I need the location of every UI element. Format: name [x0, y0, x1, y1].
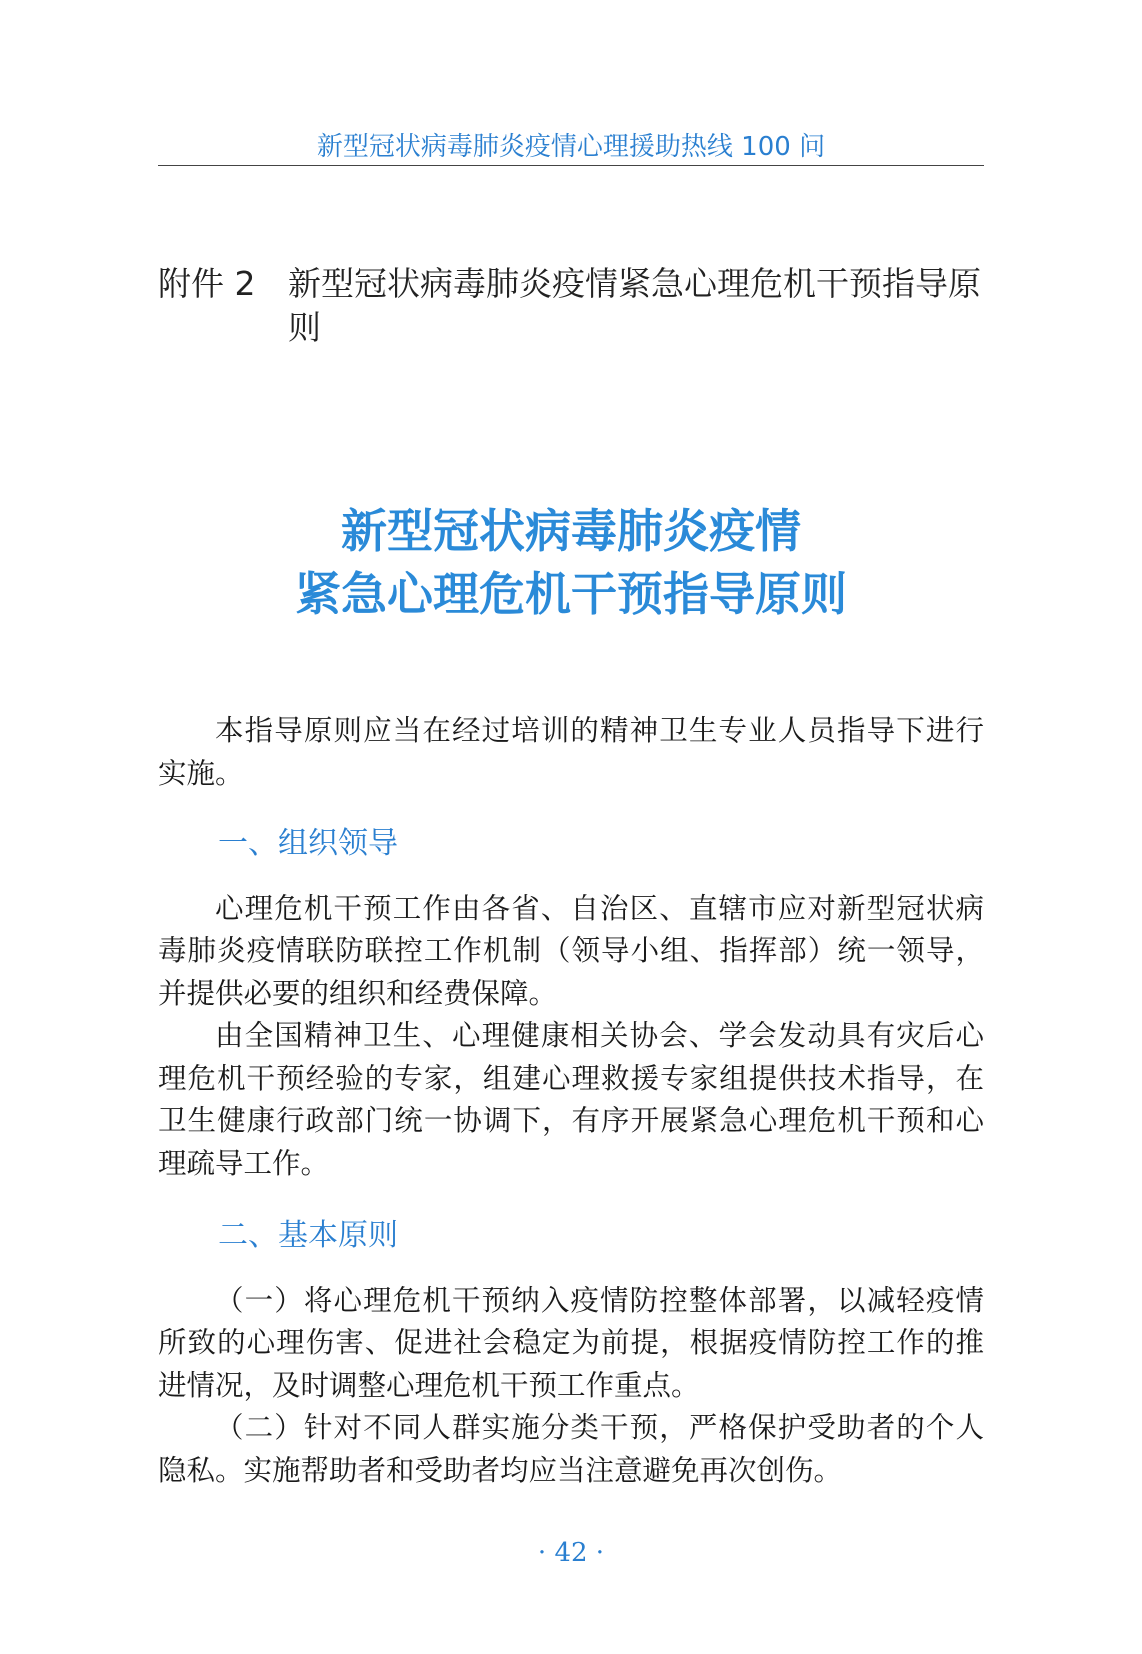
- section1-paragraph-2: 由全国精神卫生、心理健康相关协会、学会发动具有灾后心理危机干预经验的专家，组建心理救援专家组提供技术指导，在卫生健康行政部门统一协调下，有序开展紧急心理危机干预和心理疏导工作。: [158, 1019, 984, 1180]
- section-heading-principles: 二、基本原则: [218, 1218, 398, 1253]
- page-number: · 42 ·: [537, 1538, 605, 1568]
- document-title-line-2: 紧急心理危机干预指导原则: [295, 567, 847, 621]
- running-header: 新型冠状病毒肺炎疫情心理援助热线 100 问: [316, 132, 826, 162]
- appendix-label: 附件 2: [158, 264, 256, 303]
- intro-paragraph: 本指导原则应当在经过培训的精神卫生专业人员指导下进行实施。: [158, 714, 984, 790]
- section-heading-organization: 一、组织领导: [218, 826, 398, 861]
- section2-paragraph-2: （二）针对不同人群实施分类干预，严格保护受助者的个人隐私。实施帮助者和受助者均应当注意避免再次创伤。: [158, 1411, 984, 1487]
- section2-paragraph-1: （一）将心理危机干预纳入疫情防控整体部署，以减轻疫情所致的心理伤害、促进社会稳定为前提，根据疫情防控工作的推进情况，及时调整心理危机干预工作重点。: [158, 1283, 984, 1402]
- document-title: [158, 500, 984, 626]
- appendix-title: 新型冠状病毒肺炎疫情紧急心理危机干预指导原则: [288, 264, 981, 347]
- header-rule: [158, 165, 984, 166]
- document-title-line-1: 新型冠状病毒肺炎疫情: [341, 504, 801, 558]
- section1-paragraph-1: 心理危机干预工作由各省、自治区、直辖市应对新型冠状病毒肺炎疫情联防联控工作机制（领导小组、指挥部）统一领导，并提供必要的组织和经费保障。: [158, 891, 984, 1010]
- document-body: [158, 710, 984, 1492]
